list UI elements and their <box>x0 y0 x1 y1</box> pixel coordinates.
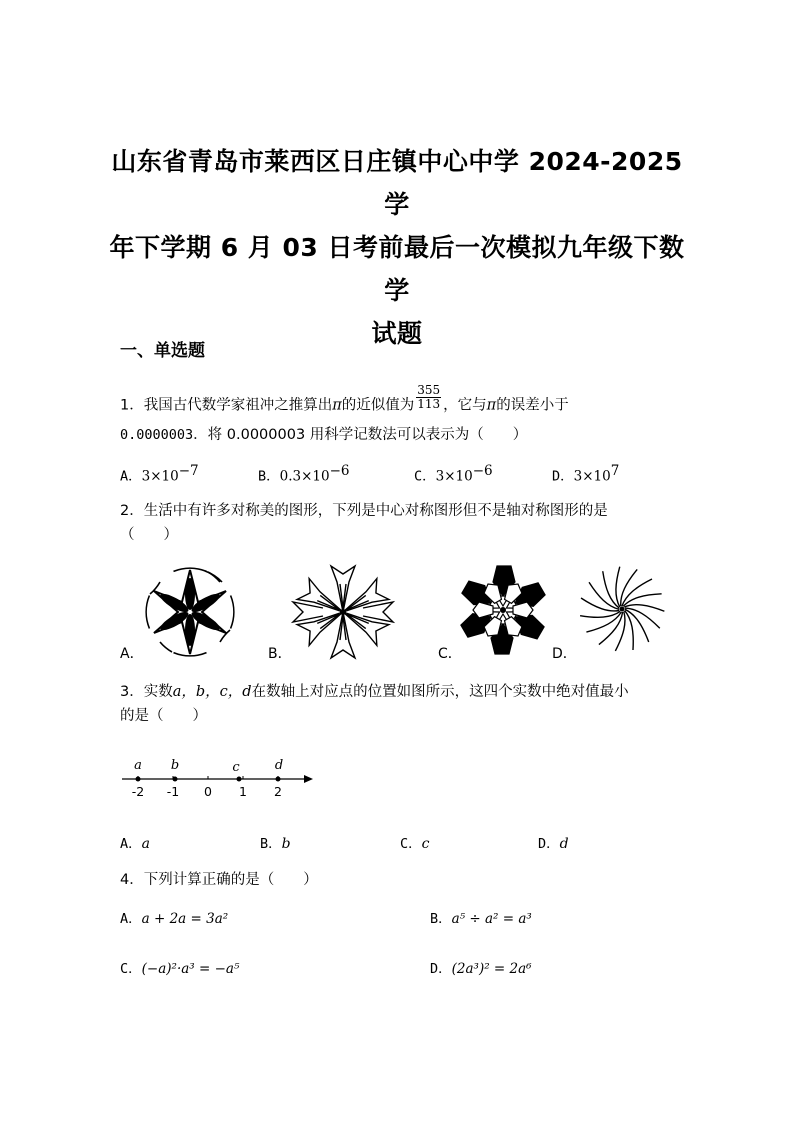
q2-option-c[interactable]: C． <box>438 646 462 662</box>
q2-option-a[interactable]: A． <box>120 646 144 662</box>
q3-option-a[interactable]: A．a <box>120 836 150 852</box>
point-label-a: a <box>134 758 142 773</box>
figure-a-flower-star <box>140 562 240 662</box>
point-a <box>136 777 141 782</box>
fraction <box>416 384 441 411</box>
figure-d-spiral-swirl <box>577 564 667 654</box>
q4-option-d[interactable]: D．(2a³)² = 2a⁶ <box>430 961 532 977</box>
fraction-denominator: 113 <box>417 397 441 411</box>
q1-text-d: 的误差小于 <box>496 397 569 414</box>
q1-option-b[interactable]: B．$0.3\times 10^{-6}$ <box>258 463 350 485</box>
question-1-line-1 <box>120 383 569 419</box>
q1-option-d[interactable]: D．$3\times 10^7$ <box>552 463 620 485</box>
q2-option-b[interactable]: B． <box>268 646 292 662</box>
number-line-arrow <box>304 775 313 783</box>
tick-label-neg2: -2 <box>131 784 145 799</box>
tick-label-2: 2 <box>274 784 282 799</box>
q1-text-a: 1．我国古代数学家祖冲之推算出 <box>120 397 333 414</box>
number-line <box>118 752 318 802</box>
q3-vars: a，b，c，d <box>172 684 252 700</box>
pi-symbol: π <box>332 397 342 414</box>
q3-option-c[interactable]: C．c <box>400 836 430 852</box>
point-label-d: d <box>274 758 284 773</box>
question-3-line-2: 的是（ ） <box>120 708 207 724</box>
q1-line2-text: ．将 0.0000003 用科学记数法可以表示为（ ） <box>193 427 528 443</box>
tick-label-1: 1 <box>239 784 247 799</box>
title-line-2: 年下学期 6 月 03 日考前最后一次模拟九年级下数学 <box>109 233 685 305</box>
q4-option-c[interactable]: C．(−a)²·a³ = −a⁵ <box>120 961 240 977</box>
q4-option-a[interactable]: A．a + 2a = 3a² <box>120 911 229 927</box>
point-b <box>173 777 178 782</box>
question-4: 4．下列计算正确的是（ ） <box>120 872 318 888</box>
pi-symbol-2: π <box>486 397 497 414</box>
point-d <box>276 777 281 782</box>
figure-c-pinwheel-pentagons <box>458 562 548 658</box>
document-title <box>100 140 694 355</box>
figure-b-snowflake <box>288 563 398 661</box>
title-line-3: 试题 <box>371 319 423 348</box>
question-3-line-1 <box>120 680 629 705</box>
q3-text-a: 3．实数 <box>120 684 173 700</box>
q3-option-b[interactable]: B．b <box>260 836 291 852</box>
point-c <box>237 777 242 782</box>
q1-text-c: ，它与 <box>443 397 487 414</box>
fraction-numerator: 355 <box>417 383 441 397</box>
question-2-line-1: 2．生活中有许多对称美的图形，下列是中心对称图形但不是轴对称图形的是 <box>120 503 608 519</box>
tick-label-0: 0 <box>204 784 212 799</box>
question-2-line-2: （ ） <box>120 527 178 543</box>
point-label-b: b <box>170 758 180 773</box>
q1-text-b: 的近似值为 <box>341 397 415 414</box>
q2-option-d[interactable]: D． <box>552 646 577 662</box>
q1-option-a[interactable]: A．$3\times 10^{-7}$ <box>120 463 199 485</box>
section-heading: 一、单选题 <box>120 341 205 361</box>
q3-option-d[interactable]: D．d <box>538 836 569 852</box>
point-label-c: c <box>232 760 240 775</box>
q1-option-c[interactable]: C．$3\times 10^{-6}$ <box>414 463 493 485</box>
title-line-1: 山东省青岛市莱西区日庄镇中心中学 2024-2025 学 <box>111 147 683 219</box>
q3-text-b: 在数轴上对应点的位置如图所示，这四个实数中绝对值最小 <box>251 684 629 700</box>
tick-label-neg1: -1 <box>166 784 180 799</box>
question-1-line-2 <box>120 423 527 448</box>
q4-option-b[interactable]: B．a⁵ ÷ a² = a³ <box>430 911 532 927</box>
q1-number: 0.0000003 <box>120 427 194 443</box>
